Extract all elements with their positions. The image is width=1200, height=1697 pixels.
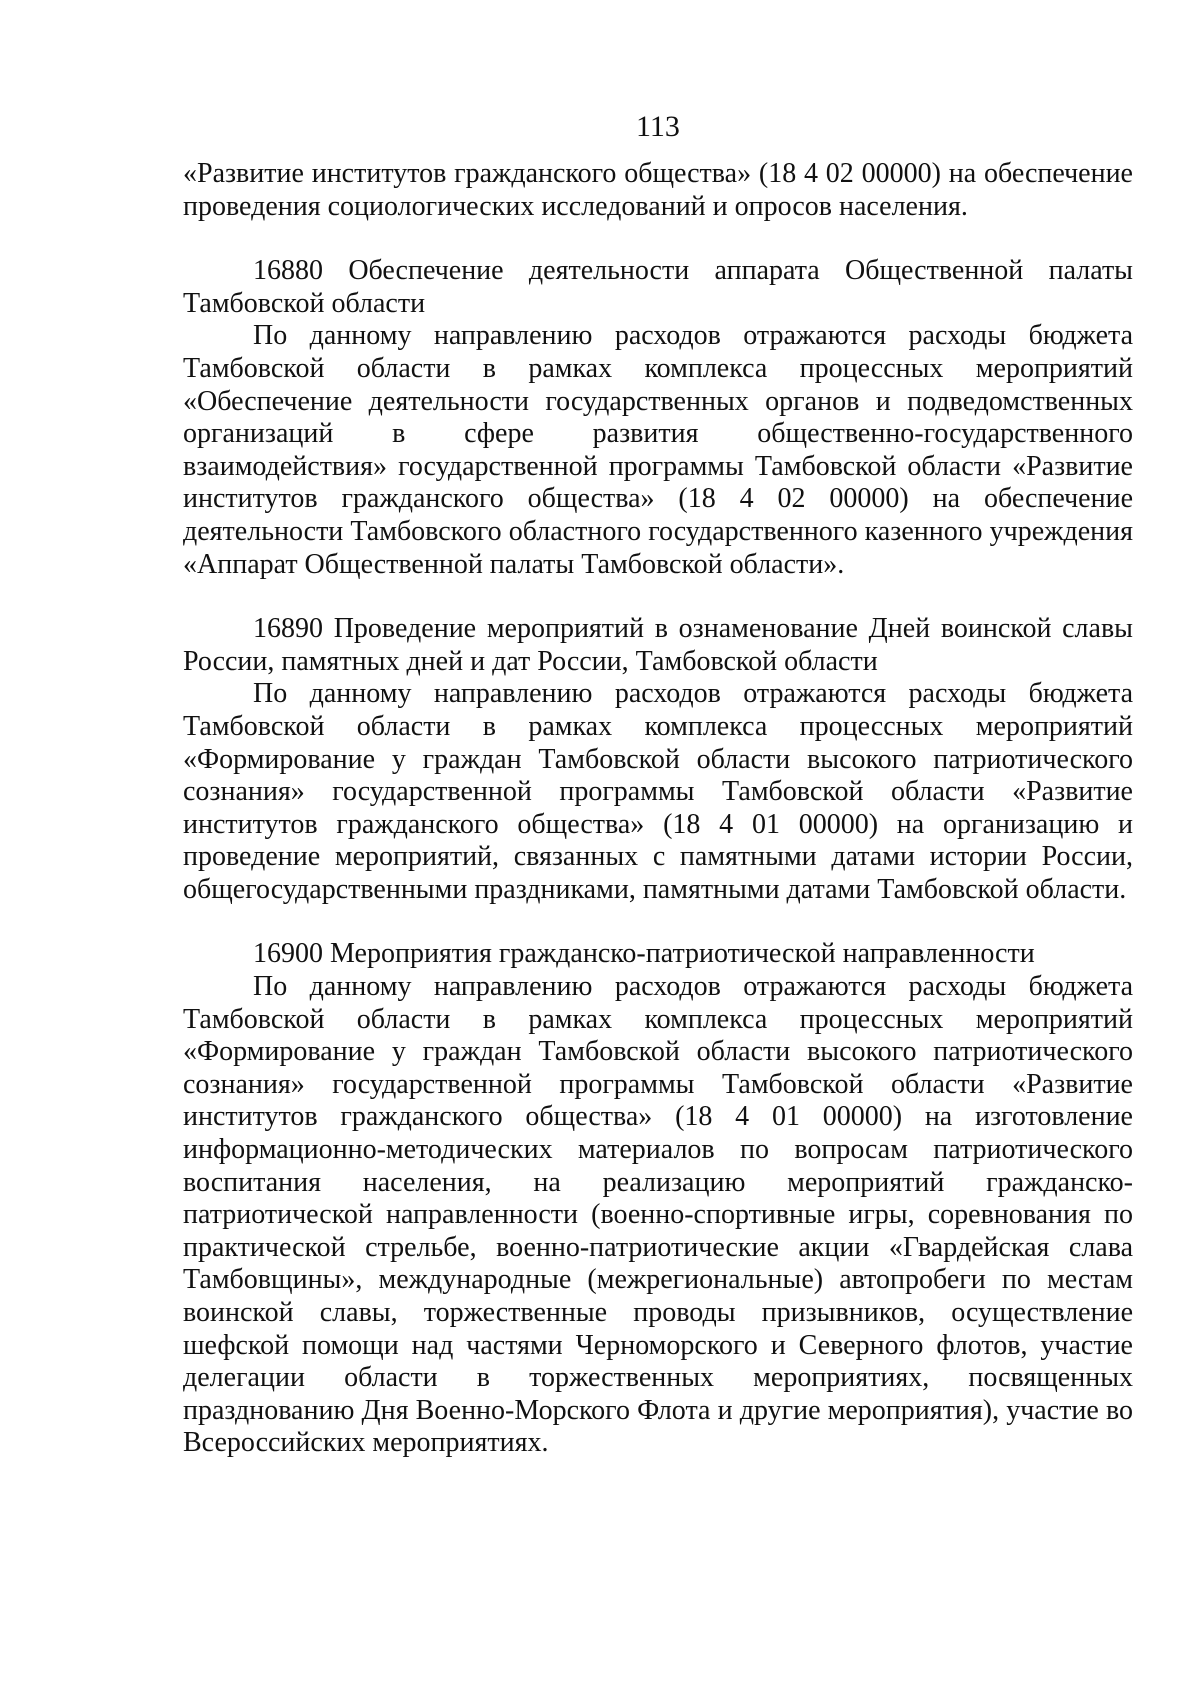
section-body: По данному направлению расходов отражаются расходы бюджета Тамбовской области в рамках комплекса процессных мероприятий «Формирование у граждан Тамбовской области высокого патриотического сознания» государственной программы Тамбовской области «Развитие институтов гражданского общества» (18 4 01 00000) на организацию и проведение мероприятий, связанных с памятными датами истории России, общегосударственными праздниками, памятными датами Тамбовской области. — [183, 678, 1133, 905]
section-spacer — [183, 223, 1133, 255]
section-spacer — [183, 581, 1133, 613]
continuation-paragraph: «Развитие институтов гражданского общества» (18 4 02 00000) на обеспечение проведения социологических исследований и опросов населения. — [183, 158, 1133, 222]
section-heading: 16880 Обеспечение деятельности аппарата Общественной палаты Тамбовской области — [183, 255, 1133, 319]
section-heading: 16890 Проведение мероприятий в ознаменование Дней воинской славы России, памятных дней и дат России, Тамбовской области — [183, 613, 1133, 677]
section-heading: 16900 Мероприятия гражданско-патриотической направленности — [253, 938, 1035, 970]
section-body: По данному направлению расходов отражаются расходы бюджета Тамбовской области в рамках комплекса процессных мероприятий «Формирование у граждан Тамбовской области высокого патриотического сознания» государственной программы Тамбовской области «Развитие институтов гражданского общества» (18 4 01 00000) на изготовление информационно-методических материалов по вопросам патриотического воспитания населения, на реализацию мероприятий гражданско-патриотической направленности (военно-спортивные игры, соревнования по практической стрельбе, военно-патриотические акции «Гвардейская слава Тамбовщины», международные (межрегиональные) автопробеги по местам воинской славы, торжественные проводы призывников, осуществление шефской помощи над частями Черноморского и Северного флотов, участие делегации области в торжественных мероприятиях, посвященных празднованию Дня Военно-Морского Флота и другие мероприятия), участие во Всероссийских мероприятиях. — [183, 971, 1133, 1459]
document-body — [183, 158, 1133, 1460]
section-16880 — [183, 255, 1133, 581]
page-number: 113 — [636, 110, 680, 143]
section-body: По данному направлению расходов отражаются расходы бюджета Тамбовской области в рамках комплекса процессных мероприятий «Обеспечение деятельности государственных органов и подведомственных организаций в сфере развития общественно-государственного взаимодействия» государственной программы Тамбовской области «Развитие институтов гражданского общества» (18 4 02 00000) на обеспечение деятельности Тамбовского областного государственного казенного учреждения «Аппарат Общественной палаты Тамбовской области». — [183, 320, 1133, 580]
section-16890 — [183, 613, 1133, 906]
section-spacer — [183, 906, 1133, 938]
section-16900 — [183, 938, 1133, 1460]
